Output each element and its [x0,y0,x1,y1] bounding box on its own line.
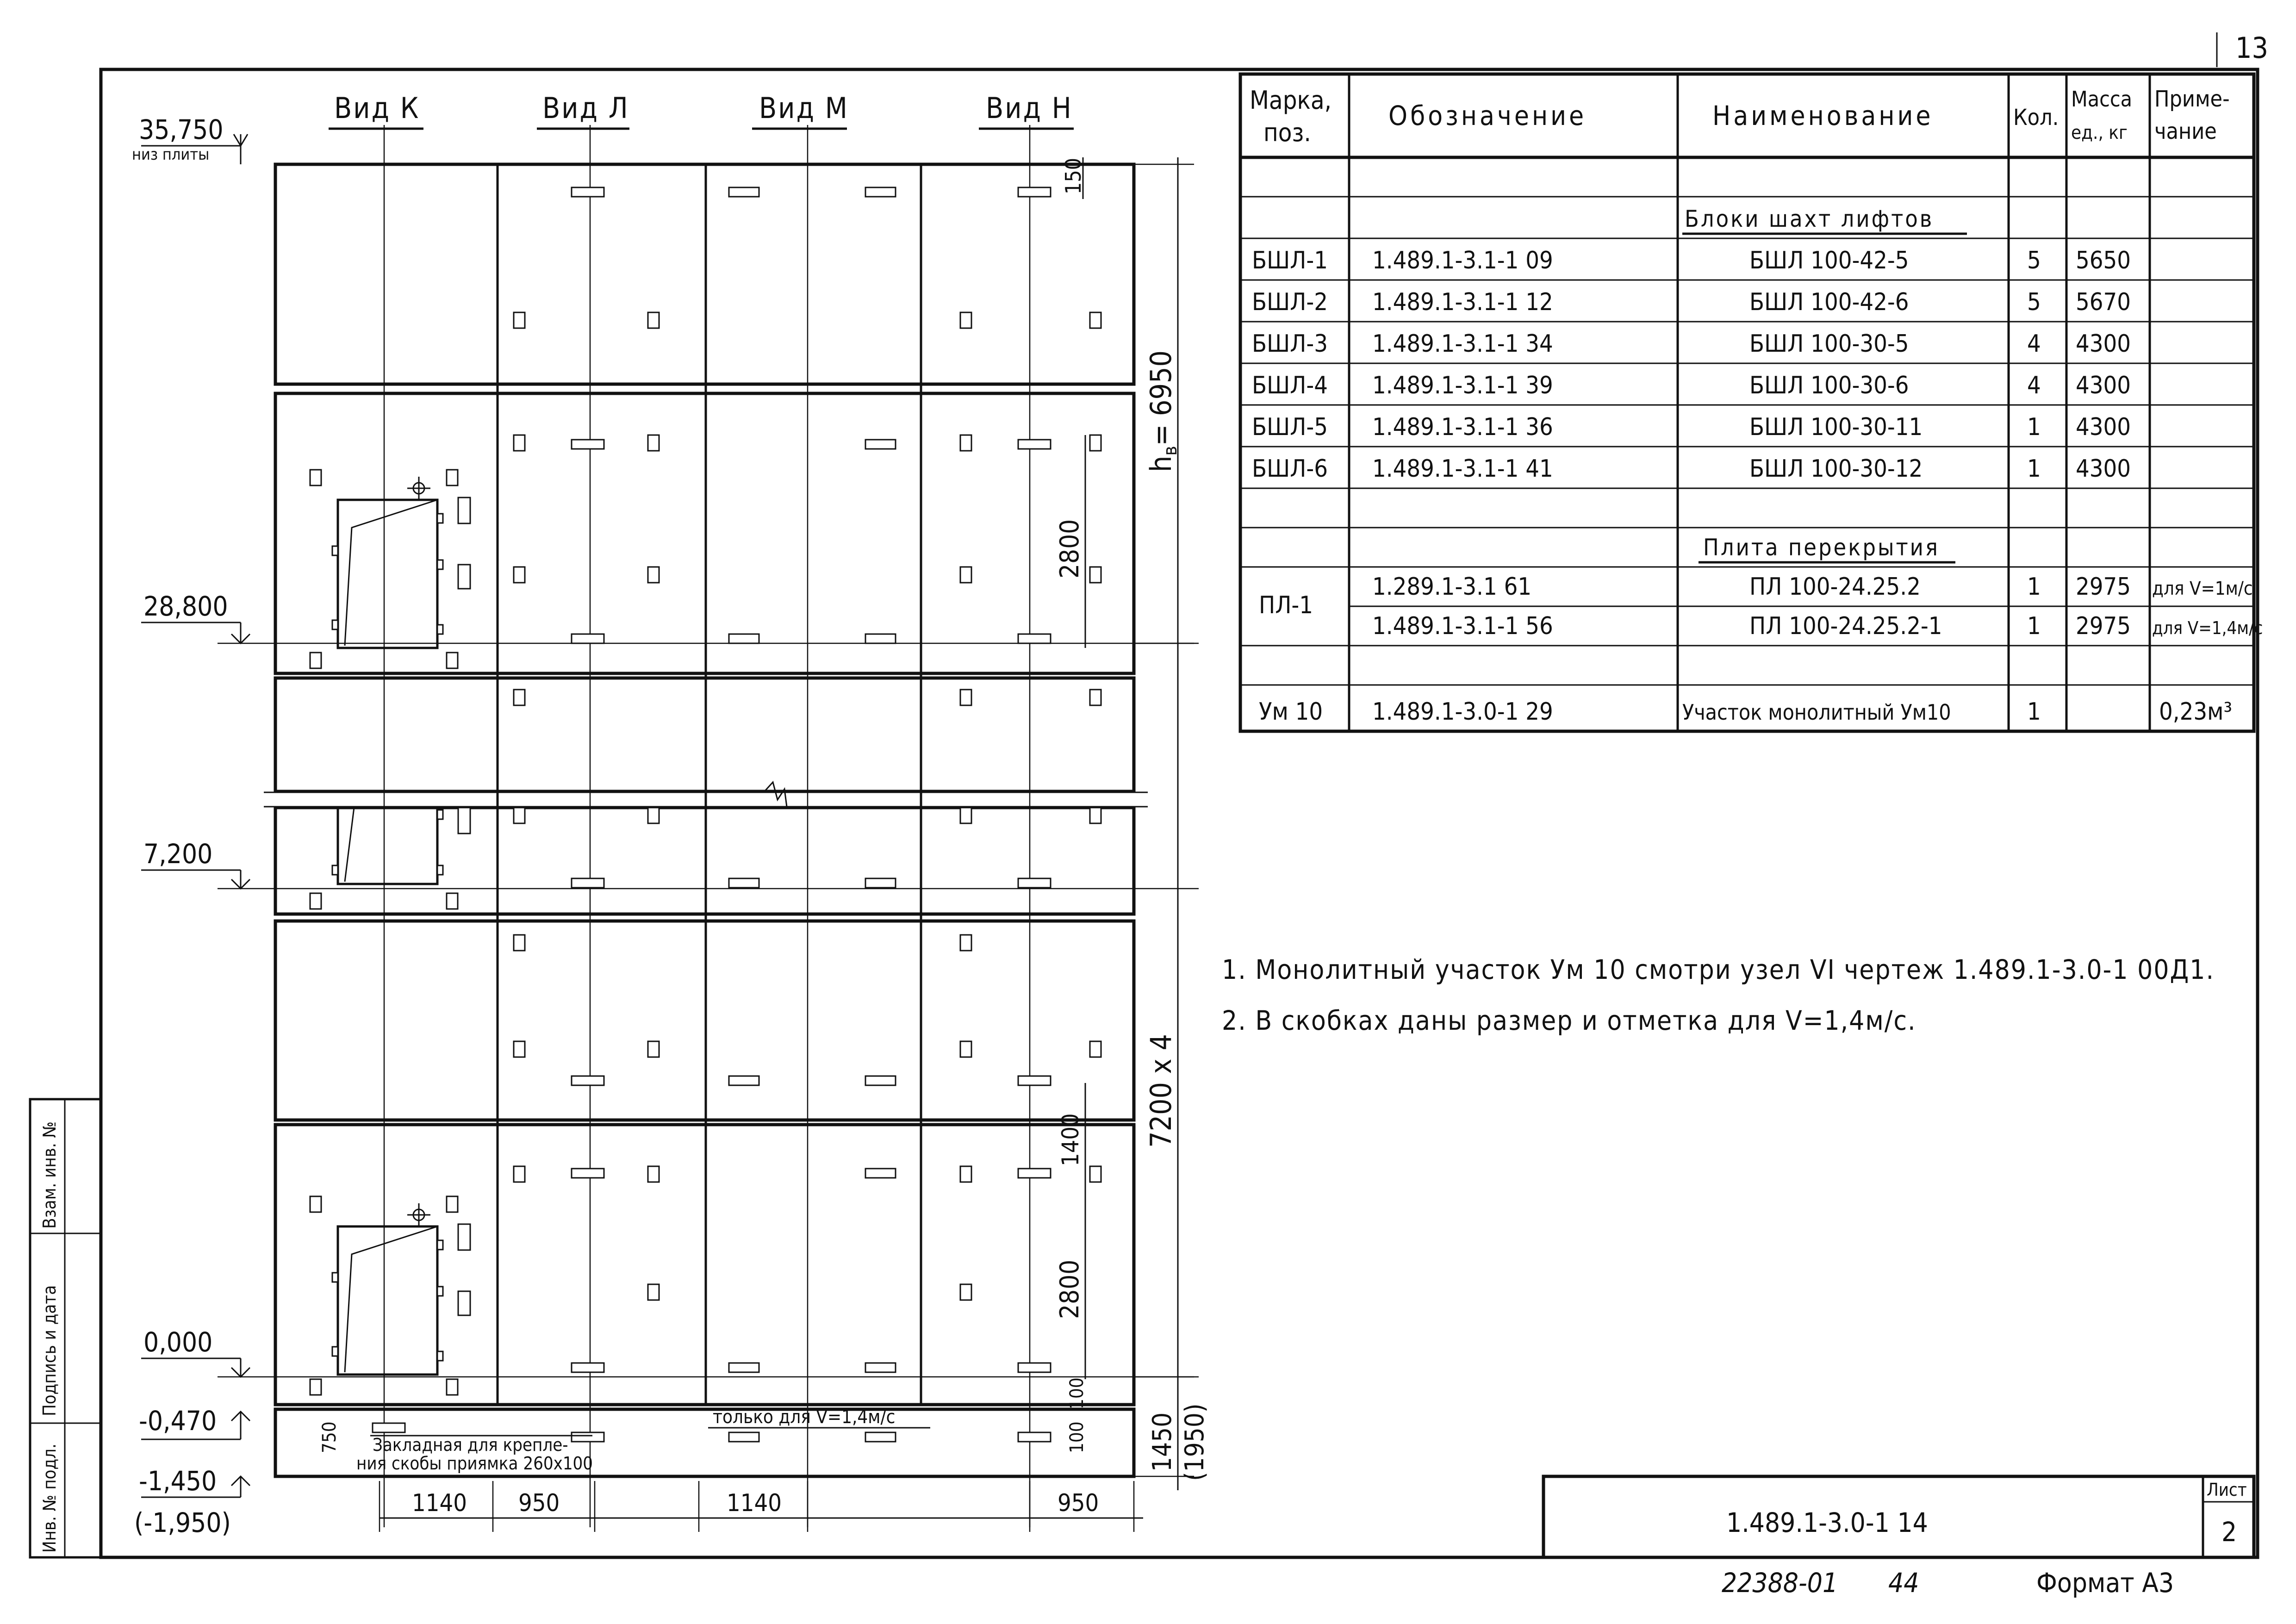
row5-mark: БШЛ-5 [1252,413,1328,441]
row5-qty: 1 [2027,413,2041,441]
dim-height-label: hв= 6950 [1144,350,1181,472]
row1-mass: 5650 [2076,247,2131,274]
row1-qty: 5 [2027,247,2041,274]
row2-code: 1.489.1-3.1-1 12 [1372,288,1553,316]
row2-mass: 5670 [2076,288,2131,316]
row1-mark: БШЛ-1 [1252,247,1328,274]
row6-name: БШЛ 100-30-12 [1749,455,1923,483]
pl-mark: ПЛ-1 [1259,591,1313,619]
view-l: Вид Л [542,91,629,125]
row4-code: 1.489.1-3.1-1 39 [1372,372,1553,399]
row3-mark: БШЛ-3 [1252,330,1328,358]
dim-gap-top: 150 [1061,158,1086,194]
um-code: 1.489.1-3.0-1 29 [1372,698,1553,726]
table-row [1252,288,2131,316]
row5-code: 1.489.1-3.1-1 36 [1372,413,1553,441]
sheet-label: Лист [2207,1480,2247,1500]
th-mark-2: поз. [1263,118,1311,147]
um-name: Участок монолитный Ум10 [1682,700,1951,725]
stamp-replace: Взам. инв. № [39,1121,60,1229]
row6-qty: 1 [2027,455,2041,483]
view-k: Вид К [334,91,420,125]
notes [1222,954,2215,1036]
table-row [1259,698,2232,726]
row3-name: БШЛ 100-30-5 [1749,330,1909,358]
level-1950: (-1,950) [134,1507,231,1538]
um-mark: Ум 10 [1259,698,1323,726]
level-0000: 0,000 [143,1326,213,1358]
dim-gap-lower-top: 1400 [1057,1113,1084,1166]
dim-repeat: 7200 х 4 [1144,1034,1178,1148]
view-n: Вид Н [986,91,1073,125]
table-row [1252,247,2131,274]
pl-row1-note: для V=1м/с [2152,578,2253,599]
dim-gap-bottom: 100 [1066,1421,1088,1453]
pl-row2-qty: 1 [2027,612,2041,640]
pl-row2-mass: 2975 [2076,612,2131,640]
level-35750-sub: низ плиты [132,145,210,164]
group-shaft-blocks: Блоки шахт лифтов [1685,205,1934,232]
pl-row2-code: 1.489.1-3.1-1 56 [1372,612,1553,640]
shaft-door-opening-lower [332,1203,443,1375]
row5-mass: 4300 [2076,413,2131,441]
title-block [1543,1476,2254,1557]
row4-mark: БШЛ-4 [1252,372,1328,399]
row2-qty: 5 [2027,288,2041,316]
elevation-drawing [218,125,1210,1532]
side-stamp [30,1099,101,1557]
table-row [1372,612,2263,640]
dim-bottom-4: 950 [1058,1489,1099,1517]
footer-page: 44 [1888,1567,1919,1599]
table-row [1372,573,2253,601]
dim-bottom-2: 950 [518,1489,560,1517]
row4-qty: 4 [2027,372,2041,399]
level-1450: -1,450 [139,1465,217,1497]
row3-qty: 4 [2027,330,2041,358]
level-28800: 28,800 [143,591,228,622]
dim-bottom-3: 1140 [727,1489,782,1517]
level-7200: 7,200 [143,838,213,870]
row5-name: БШЛ 100-30-11 [1749,413,1923,441]
row3-code: 1.489.1-3.1-1 34 [1372,330,1553,358]
th-mark-1: Марка, [1250,86,1332,115]
row3-mass: 4300 [2076,330,2131,358]
um-qty: 1 [2027,698,2041,726]
only-for-label: только для V=1,4м/с [713,1406,896,1428]
table-row [1252,413,2131,441]
note-1: 1. Монолитный участок Ум 10 смотри узел VI чертеж 1.489.1-3.0-1 00Д1. [1222,954,2215,985]
um-note: 0,23м³ [2159,698,2233,726]
drawing-code: 1.489.1-3.0-1 14 [1726,1507,1928,1538]
stamp-inv-no: Инв. № подл. [39,1444,60,1553]
pl-row2-name: ПЛ 100-24.25.2-1 [1749,612,1942,640]
sheet-frame [101,69,2258,1557]
level-0470: -0,470 [139,1405,217,1437]
th-mass-1: Масса [2071,87,2132,112]
dim-gap-upper: 2800 [1055,519,1085,579]
th-mass-2: ед., кг [2071,122,2128,143]
embed-label-2: ния скобы приямка 260х100 [356,1453,593,1474]
pl-row1-qty: 1 [2027,573,2041,601]
row6-mass: 4300 [2076,455,2131,483]
view-headers [329,91,1074,129]
group-floor-slab: Плита перекрытия [1703,534,1940,561]
row4-mass: 4300 [2076,372,2131,399]
footer-number: 22388-01 [1722,1567,1838,1599]
embed-label-1: Закладная для крепле- [373,1435,568,1455]
footer-format: Формат А3 [2036,1567,2174,1599]
th-code: Обозначение [1388,100,1587,131]
pl-row2-note: для V=1,4м/с [2152,618,2263,638]
table-row [1252,330,2131,358]
dim-gap-small: 100 [1066,1377,1088,1409]
row4-name: БШЛ 100-30-6 [1749,372,1909,399]
level-35750: 35,750 [139,114,224,145]
sheet-marker: 13 [2235,31,2268,65]
dim-left-small: 750 [319,1421,340,1453]
dim-bottom-1: 1140 [412,1489,467,1517]
stamp-signature: Подпись и дата [39,1285,60,1416]
shaft-door-opening [332,477,443,648]
shaft-door-opening-mid [332,808,443,884]
row6-mark: БШЛ-6 [1252,455,1328,483]
row2-name: БШЛ 100-42-6 [1749,288,1909,316]
spec-table [1240,74,2263,731]
row1-code: 1.489.1-3.1-1 09 [1372,247,1553,274]
row6-code: 1.489.1-3.1-1 41 [1372,455,1553,483]
dim-pit-alt: (1950) [1180,1403,1210,1481]
sheet-number: 2 [2221,1516,2237,1548]
row2-mark: БШЛ-2 [1252,288,1328,316]
view-m: Вид М [759,91,849,125]
embedded-parts-horizontal [373,187,1051,1442]
row1-name: БШЛ 100-42-5 [1749,247,1909,274]
pl-row1-name: ПЛ 100-24.25.2 [1749,573,1921,601]
note-2: 2. В скобках даны размер и отметка для V=1,4м/с. [1222,1005,1916,1036]
table-row [1252,372,2131,399]
dim-gap-lower: 2800 [1055,1259,1085,1319]
th-note-2: чание [2154,118,2217,144]
table-row [1252,455,2131,483]
level-marks [132,114,250,1538]
th-qty: Кол. [2013,105,2059,131]
dim-pit: 1450 [1147,1412,1177,1472]
pl-row1-code: 1.289.1-3.1 61 [1372,573,1532,601]
th-name: Наименование [1712,100,1934,131]
th-note-1: Приме- [2154,86,2230,112]
pl-row1-mass: 2975 [2076,573,2131,601]
